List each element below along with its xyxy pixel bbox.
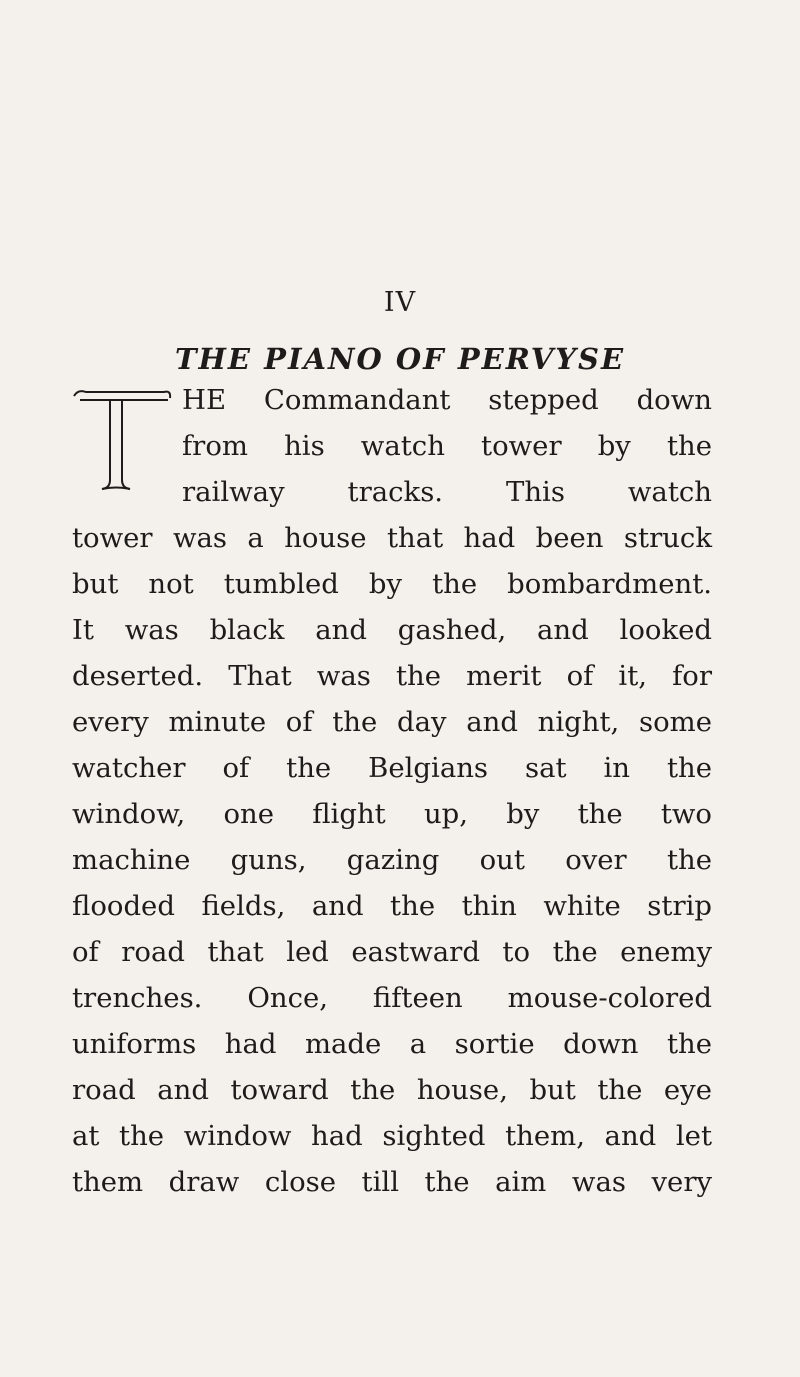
text-line: It was black and gashed, and looked <box>72 614 712 646</box>
text-line: from his watch tower by the <box>182 430 712 462</box>
text-line: railway tracks. This watch <box>182 476 712 508</box>
drop-cap <box>72 388 172 496</box>
text-line: tower was a house that had been struck <box>72 522 712 554</box>
text-line: flooded fields, and the thin white strip <box>72 890 712 922</box>
text-line: at the window had sighted them, and let <box>72 1120 712 1152</box>
text-line: road and toward the house, but the eye <box>72 1074 712 1106</box>
text-line: them draw close till the aim was very <box>72 1166 712 1198</box>
text-line: uniforms had made a sortie down the <box>72 1028 712 1060</box>
drop-cap-ornament-icon <box>72 388 172 496</box>
text-line: but not tumbled by the bombardment. <box>72 568 712 600</box>
drop-cap-letter <box>72 383 172 384</box>
text-line: watcher of the Belgians sat in the <box>72 752 712 784</box>
chapter-title: THE PIANO OF PERVYSE <box>174 342 626 376</box>
text-line: of road that led eastward to the enemy <box>72 936 712 968</box>
text-line: deserted. That was the merit of it, for <box>72 660 712 692</box>
text-line: machine guns, gazing out over the <box>72 844 712 876</box>
text-line: every minute of the day and night, some <box>72 706 712 738</box>
text-line: HE Commandant stepped down <box>182 384 712 416</box>
text-line: window, one flight up, by the two <box>72 798 712 830</box>
chapter-number: IV <box>383 287 417 318</box>
text-line: trenches. Once, fifteen mouse-colored <box>72 982 712 1014</box>
